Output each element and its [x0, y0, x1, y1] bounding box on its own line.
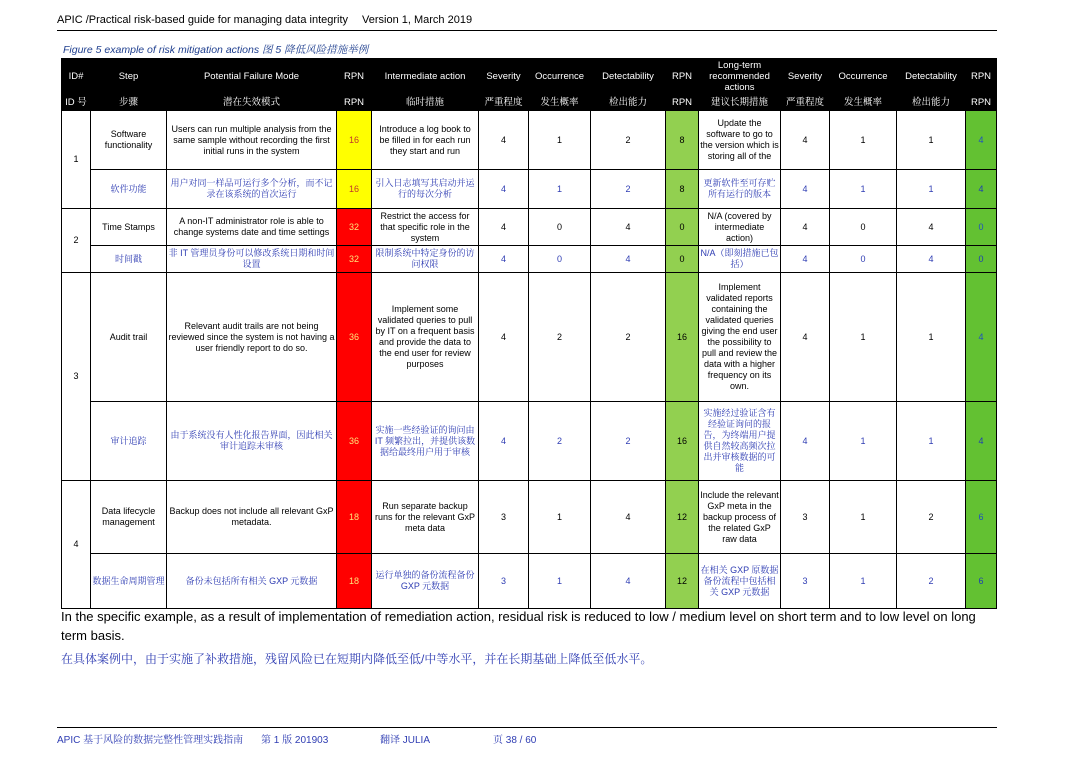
- cell-detectability-1-cn: 2: [591, 170, 666, 209]
- header-version: Version 1, March 2019: [362, 14, 473, 26]
- cell-rpn-initial: 16: [337, 111, 372, 170]
- cell-severity-2-cn: 3: [781, 554, 830, 609]
- cell-failure-mode: A non-IT administrator role is able to change systems date and time settings: [167, 209, 337, 246]
- cell-occurrence-2-cn: 1: [830, 554, 897, 609]
- cell-rpn-intermediate: 8: [666, 111, 699, 170]
- cell-detectability-2: 1: [897, 111, 966, 170]
- cell-step-cn: 时间戳: [91, 246, 167, 273]
- cell-longterm-action: Update the software to go to the version which is storing all of the: [699, 111, 781, 170]
- table-row-cn: [62, 246, 997, 273]
- cell-severity-1: 4: [479, 273, 529, 402]
- cell-rpn-final: 6: [966, 481, 997, 554]
- col-rpn-intermediate-cn: RPN: [666, 94, 699, 111]
- cell-longterm-action-cn: 在相关 GXP 原数据备份流程中包括相关 GXP 元数据: [699, 554, 781, 609]
- cell-severity-1-cn: 3: [479, 554, 529, 609]
- cell-detectability-1: 4: [591, 209, 666, 246]
- cell-intermediate-action: Introduce a log book to be filled in for each run they start and run: [372, 111, 479, 170]
- cell-occurrence-2: 0: [830, 209, 897, 246]
- cell-occurrence-1: 2: [529, 273, 591, 402]
- cell-rpn-initial-cn: 36: [337, 402, 372, 481]
- col-step: Step: [91, 59, 167, 94]
- cell-severity-2: 4: [781, 209, 830, 246]
- cell-occurrence-1: 1: [529, 111, 591, 170]
- cell-detectability-2-cn: 2: [897, 554, 966, 609]
- cell-intermediate-action: Restrict the access for that specific role in the system: [372, 209, 479, 246]
- cell-detectability-2: 2: [897, 481, 966, 554]
- cell-occurrence-2: 1: [830, 111, 897, 170]
- cell-occurrence-1: 0: [529, 209, 591, 246]
- col-id: ID#: [62, 59, 91, 94]
- page-header: [57, 14, 473, 26]
- col-detectability-2: Detectability: [897, 59, 966, 94]
- header-row-cn: [62, 94, 997, 111]
- footer-doc-title: APIC 基于风险的数据完整性管理实践指南: [57, 735, 244, 746]
- col-occurrence-2: Occurrence: [830, 59, 897, 94]
- cell-severity-2-cn: 4: [781, 246, 830, 273]
- cell-step: Data lifecycle management: [91, 481, 167, 554]
- cell-detectability-2-cn: 4: [897, 246, 966, 273]
- footer-translator: 翻译 JULIA: [380, 735, 431, 746]
- cell-step-cn: 数据生命周期管理: [91, 554, 167, 609]
- col-intermediate-action: Intermediate action: [372, 59, 479, 94]
- cell-occurrence-2: 1: [830, 273, 897, 402]
- cell-intermediate-action-cn: 运行单独的备份流程备份 GXP 元数据: [372, 554, 479, 609]
- table-row-cn: [62, 170, 997, 209]
- cell-step-cn: 软件功能: [91, 170, 167, 209]
- cell-severity-1-cn: 4: [479, 402, 529, 481]
- cell-rpn-intermediate-cn: 0: [666, 246, 699, 273]
- col-severity-1: Severity: [479, 59, 529, 94]
- cell-rpn-final: 4: [966, 273, 997, 402]
- cell-step: Audit trail: [91, 273, 167, 402]
- cell-failure-mode: Users can run multiple analysis from the same sample without recording the first initial runs in the system: [167, 111, 337, 170]
- cell-severity-2: 3: [781, 481, 830, 554]
- cell-failure-mode: Backup does not include all relevant GxP metadata.: [167, 481, 337, 554]
- cell-detectability-2-cn: 1: [897, 402, 966, 481]
- col-longterm-action-cn: 建议长期措施: [699, 94, 781, 111]
- col-failure-mode: Potential Failure Mode: [167, 59, 337, 94]
- cell-rpn-intermediate-cn: 12: [666, 554, 699, 609]
- cell-occurrence-2: 1: [830, 481, 897, 554]
- cell-failure-mode: Relevant audit trails are not being reviewed since the system is not having a user friendly report to do so.: [167, 273, 337, 402]
- cell-longterm-action: N/A (covered by intermediate action): [699, 209, 781, 246]
- row-id: 4: [62, 481, 91, 609]
- col-step-cn: 步骤: [91, 94, 167, 111]
- header-row-en: [62, 59, 997, 94]
- cell-occurrence-1-cn: 0: [529, 246, 591, 273]
- cell-rpn-initial-cn: 32: [337, 246, 372, 273]
- cell-detectability-1-cn: 4: [591, 246, 666, 273]
- header-rule: [57, 30, 997, 31]
- cell-detectability-1: 2: [591, 111, 666, 170]
- cell-detectability-2-cn: 1: [897, 170, 966, 209]
- cell-step: Software functionality: [91, 111, 167, 170]
- cell-step-cn: 审计追踪: [91, 402, 167, 481]
- cell-occurrence-2-cn: 0: [830, 246, 897, 273]
- col-id-cn: ID 号: [62, 94, 91, 111]
- cell-occurrence-2-cn: 1: [830, 402, 897, 481]
- col-detectability-1-cn: 检出能力: [591, 94, 666, 111]
- cell-failure-mode-cn: 用户对同一样品可运行多个分析，而不记录在该系统的首次运行: [167, 170, 337, 209]
- col-detectability-1: Detectability: [591, 59, 666, 94]
- table-row-cn: [62, 402, 997, 481]
- col-detectability-2-cn: 检出能力: [897, 94, 966, 111]
- table-row: [62, 111, 997, 170]
- col-severity-2-cn: 严重程度: [781, 94, 830, 111]
- body-text-cn: 在具体案例中，由于实施了补救措施，残留风险已在短期内降低至低/中等水平，并在长期基础上降低至低水平。: [61, 652, 653, 666]
- table-row: [62, 273, 997, 402]
- cell-longterm-action: Include the relevant GxP meta in the backup process of the related GxP raw data: [699, 481, 781, 554]
- cell-rpn-initial-cn: 18: [337, 554, 372, 609]
- body-text-en: In the specific example, as a result of implementation of remediation action, residual risk is reduced to low / medium level on short term and to low level on long term basis.: [61, 609, 976, 643]
- col-rpn-final-cn: RPN: [966, 94, 997, 111]
- col-rpn-initial-cn: RPN: [337, 94, 372, 111]
- cell-longterm-action-cn: 实施经过验证含有经验证询问的报告，为终端用户提供自然较高频次拉出并审核数据的可能: [699, 402, 781, 481]
- cell-detectability-1: 4: [591, 481, 666, 554]
- header-title: APIC /Practical risk-based guide for managing data integrity: [57, 14, 349, 26]
- cell-detectability-2: 1: [897, 273, 966, 402]
- cell-rpn-initial: 36: [337, 273, 372, 402]
- col-severity-1-cn: 严重程度: [479, 94, 529, 111]
- cell-occurrence-1-cn: 1: [529, 554, 591, 609]
- col-failure-mode-cn: 潜在失效模式: [167, 94, 337, 111]
- footer-page-number: 页 38 / 60: [493, 735, 537, 746]
- cell-longterm-action-cn: N/A（即刻措施已包括）: [699, 246, 781, 273]
- col-severity-2: Severity: [781, 59, 830, 94]
- cell-severity-1-cn: 4: [479, 246, 529, 273]
- cell-occurrence-1-cn: 2: [529, 402, 591, 481]
- col-intermediate-action-cn: 临时措施: [372, 94, 479, 111]
- cell-severity-2-cn: 4: [781, 402, 830, 481]
- row-id: 1: [62, 111, 91, 209]
- col-occurrence-1-cn: 发生概率: [529, 94, 591, 111]
- col-occurrence-2-cn: 发生概率: [830, 94, 897, 111]
- footer-version: 第 1 版 201903: [261, 735, 329, 746]
- cell-rpn-intermediate: 0: [666, 209, 699, 246]
- table-row: [62, 209, 997, 246]
- cell-rpn-final: 4: [966, 111, 997, 170]
- table-row-cn: [62, 554, 997, 609]
- cell-rpn-intermediate-cn: 16: [666, 402, 699, 481]
- cell-rpn-final-cn: 4: [966, 402, 997, 481]
- col-rpn-intermediate: RPN: [666, 59, 699, 94]
- cell-longterm-action-cn: 更新软件至可存贮所有运行的版本: [699, 170, 781, 209]
- col-occurrence-1: Occurrence: [529, 59, 591, 94]
- cell-failure-mode-cn: 非 IT 管理员身份可以修改系统日期和时间设置: [167, 246, 337, 273]
- cell-rpn-final-cn: 0: [966, 246, 997, 273]
- cell-detectability-1: 2: [591, 273, 666, 402]
- cell-rpn-final-cn: 6: [966, 554, 997, 609]
- col-rpn-initial: RPN: [337, 59, 372, 94]
- cell-longterm-action: Implement validated reports containing the validated queries giving the end user the possibility to pull and review the data with a higher frequency on its own.: [699, 273, 781, 402]
- risk-mitigation-table: [61, 58, 997, 609]
- row-id: 2: [62, 209, 91, 273]
- footer-rule: [57, 727, 997, 728]
- cell-rpn-initial-cn: 16: [337, 170, 372, 209]
- cell-severity-1-cn: 4: [479, 170, 529, 209]
- cell-rpn-final: 0: [966, 209, 997, 246]
- col-rpn-final: RPN: [966, 59, 997, 94]
- cell-occurrence-2-cn: 1: [830, 170, 897, 209]
- cell-severity-2-cn: 4: [781, 170, 830, 209]
- table-row: [62, 481, 997, 554]
- cell-intermediate-action-cn: 引入日志填写其启动并运行的每次分析: [372, 170, 479, 209]
- cell-intermediate-action-cn: 实施一些经验证的询问由 IT 频繁拉出，并提供该数据给最终用户用于审核: [372, 402, 479, 481]
- cell-rpn-intermediate: 16: [666, 273, 699, 402]
- cell-severity-1: 4: [479, 111, 529, 170]
- cell-intermediate-action: Implement some validated queries to pull by IT on a frequent basis and provide the data to the end user for review purposes: [372, 273, 479, 402]
- cell-failure-mode-cn: 备份未包括所有相关 GXP 元数据: [167, 554, 337, 609]
- cell-intermediate-action-cn: 限制系统中特定身份的访问权限: [372, 246, 479, 273]
- col-longterm-action: Long-term recommended actions: [699, 59, 781, 94]
- cell-intermediate-action: Run separate backup runs for the relevant GxP meta data: [372, 481, 479, 554]
- cell-detectability-1-cn: 4: [591, 554, 666, 609]
- cell-detectability-2: 4: [897, 209, 966, 246]
- cell-occurrence-1: 1: [529, 481, 591, 554]
- cell-severity-1: 3: [479, 481, 529, 554]
- cell-severity-2: 4: [781, 273, 830, 402]
- cell-step: Time Stamps: [91, 209, 167, 246]
- cell-detectability-1-cn: 2: [591, 402, 666, 481]
- figure-title: Figure 5 example of risk mitigation actions 图 5 降低风险措施举例: [63, 44, 369, 56]
- cell-severity-2: 4: [781, 111, 830, 170]
- cell-rpn-initial: 32: [337, 209, 372, 246]
- cell-rpn-intermediate-cn: 8: [666, 170, 699, 209]
- cell-failure-mode-cn: 由于系统没有人性化报告界面，因此相关审计追踪未审核: [167, 402, 337, 481]
- cell-rpn-final-cn: 4: [966, 170, 997, 209]
- row-id: 3: [62, 273, 91, 481]
- cell-severity-1: 4: [479, 209, 529, 246]
- cell-occurrence-1-cn: 1: [529, 170, 591, 209]
- cell-rpn-intermediate: 12: [666, 481, 699, 554]
- cell-rpn-initial: 18: [337, 481, 372, 554]
